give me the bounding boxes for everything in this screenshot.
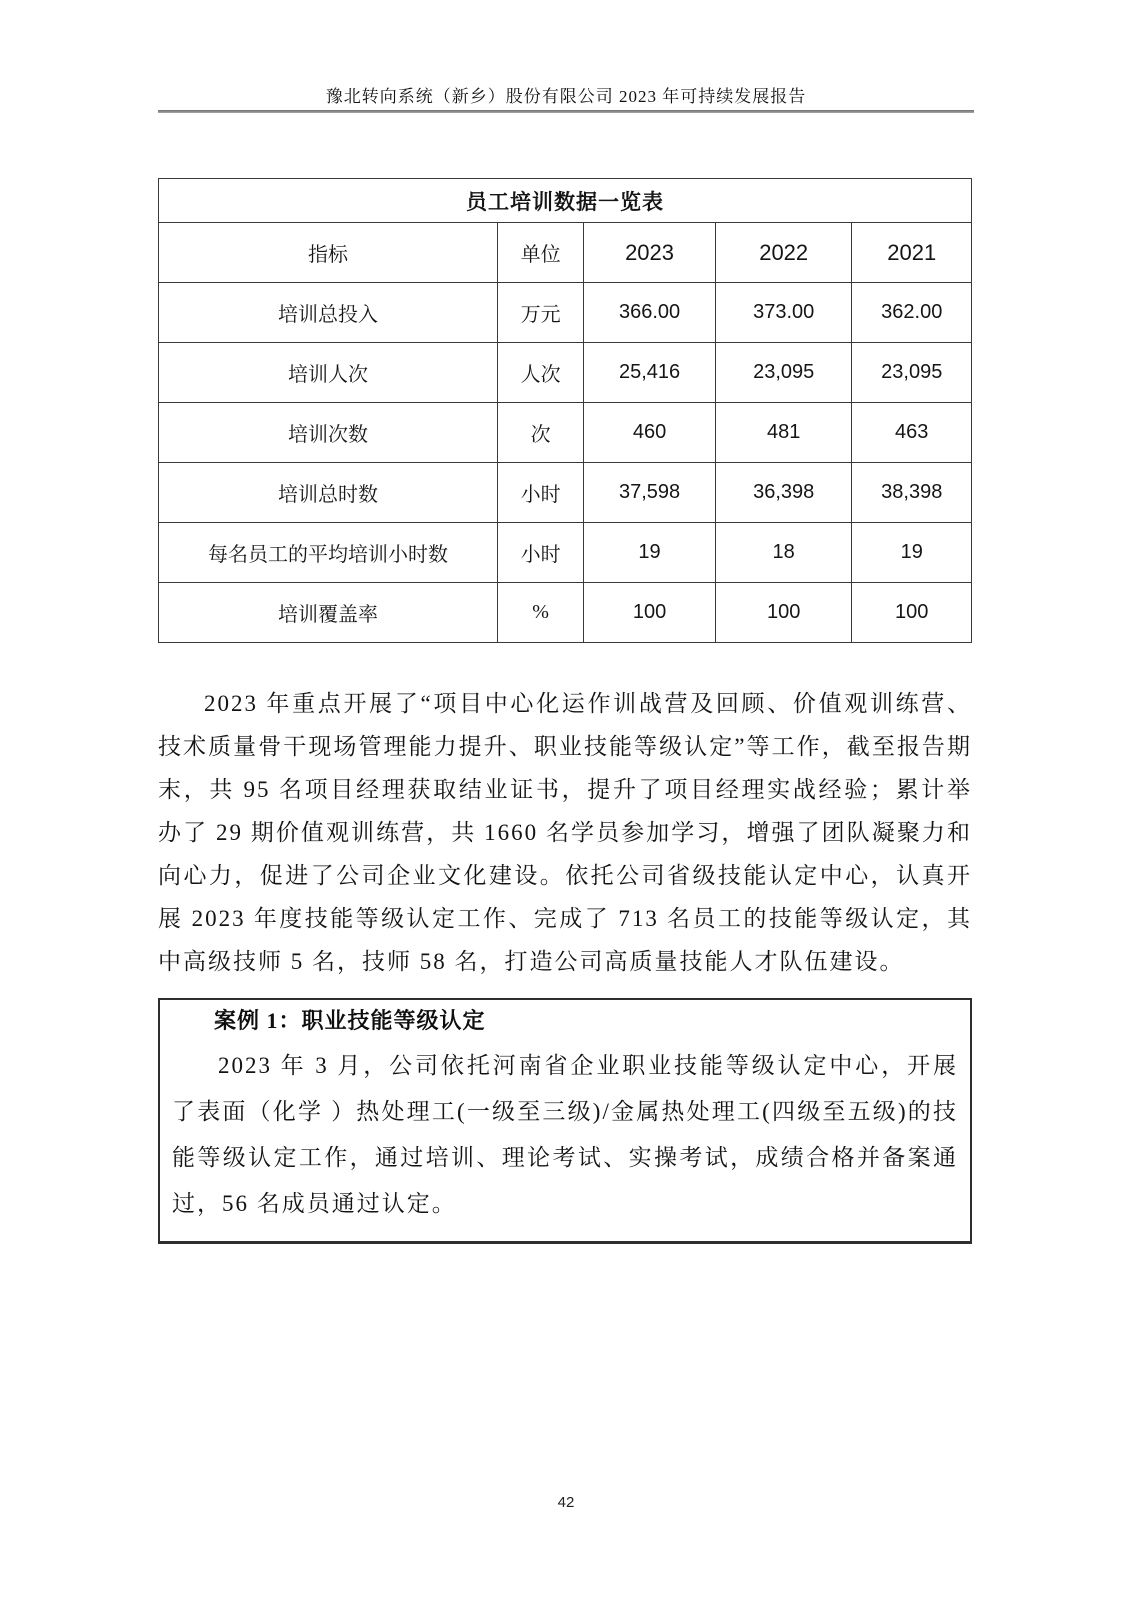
col-header-unit: 单位 bbox=[498, 223, 584, 283]
row-value-2023: 100 bbox=[584, 583, 716, 643]
table-row bbox=[159, 343, 972, 403]
page-number: 42 bbox=[557, 1494, 575, 1511]
row-label: 培训人次 bbox=[159, 343, 498, 403]
row-value-2021: 100 bbox=[852, 583, 972, 643]
col-header-2021: 2021 bbox=[852, 223, 972, 283]
row-value-2023: 460 bbox=[584, 403, 716, 463]
table-row bbox=[159, 463, 972, 523]
case-title: 案例 1：职业技能等级认定 bbox=[214, 1008, 486, 1033]
case-body: 2023 年 3 月，公司依托河南省企业职业技能等级认定中心，开展了表面（化学 ）热处理工(一级至三级)/金属热处理工(四级至五级)的技能等级认定工作，通过培训、理论考试、实操考试，成绩合格并备案通过，56 名成员通过认定。 bbox=[172, 1053, 958, 1216]
row-value-2021: 463 bbox=[852, 403, 972, 463]
row-value-2021: 38,398 bbox=[852, 463, 972, 523]
table-title-row bbox=[159, 179, 972, 223]
case-study-box bbox=[158, 998, 972, 1244]
row-value-2023: 366.00 bbox=[584, 283, 716, 343]
row-label: 培训总时数 bbox=[159, 463, 498, 523]
row-value-2022: 36,398 bbox=[715, 463, 852, 523]
col-header-2023: 2023 bbox=[584, 223, 716, 283]
row-value-2023: 25,416 bbox=[584, 343, 716, 403]
row-value-2021: 19 bbox=[852, 523, 972, 583]
row-value-2021: 362.00 bbox=[852, 283, 972, 343]
col-header-indicator: 指标 bbox=[159, 223, 498, 283]
body-paragraph: 2023 年重点开展了“项目中心化运作训战营及回顾、价值观训练营、技术质量骨干现场管理能力提升、职业技能等级认定”等工作，截至报告期末，共 95 名项目经理获取结业证书，提升了项目经理实战经验；累计举办了 29 期价值观训练营，共 1660 名学员参加学习，增强了团队凝聚力和向心力，促进了公司企业文化建设。依托公司省级技能认定中心，认真开展 2023 年度技能等级认定工作、完成了 713 名员工的技能等级认定，其中高级技师 5 名，技师 58 名，打造公司高质量技能人才队伍建设。 bbox=[158, 691, 972, 974]
row-value-2022: 373.00 bbox=[715, 283, 852, 343]
row-value-2022: 100 bbox=[715, 583, 852, 643]
row-label: 每名员工的平均培训小时数 bbox=[159, 523, 498, 583]
training-data-table bbox=[158, 178, 972, 643]
row-unit: % bbox=[498, 583, 584, 643]
table-title: 员工培训数据一览表 bbox=[159, 179, 972, 223]
row-label: 培训覆盖率 bbox=[159, 583, 498, 643]
row-label: 培训次数 bbox=[159, 403, 498, 463]
row-unit: 小时 bbox=[498, 523, 584, 583]
row-unit: 小时 bbox=[498, 463, 584, 523]
col-header-2022: 2022 bbox=[715, 223, 852, 283]
row-unit: 次 bbox=[498, 403, 584, 463]
table-row bbox=[159, 403, 972, 463]
row-value-2022: 481 bbox=[715, 403, 852, 463]
table-row bbox=[159, 523, 972, 583]
table-row bbox=[159, 283, 972, 343]
row-value-2023: 19 bbox=[584, 523, 716, 583]
header-divider bbox=[158, 110, 974, 113]
row-unit: 万元 bbox=[498, 283, 584, 343]
row-label: 培训总投入 bbox=[159, 283, 498, 343]
row-value-2023: 37,598 bbox=[584, 463, 716, 523]
row-value-2022: 18 bbox=[715, 523, 852, 583]
page-header-title: 豫北转向系统（新乡）股份有限公司 2023 年可持续发展报告 bbox=[325, 87, 807, 106]
table-header-row bbox=[159, 223, 972, 283]
table-row bbox=[159, 583, 972, 643]
row-value-2021: 23,095 bbox=[852, 343, 972, 403]
row-unit: 人次 bbox=[498, 343, 584, 403]
row-value-2022: 23,095 bbox=[715, 343, 852, 403]
